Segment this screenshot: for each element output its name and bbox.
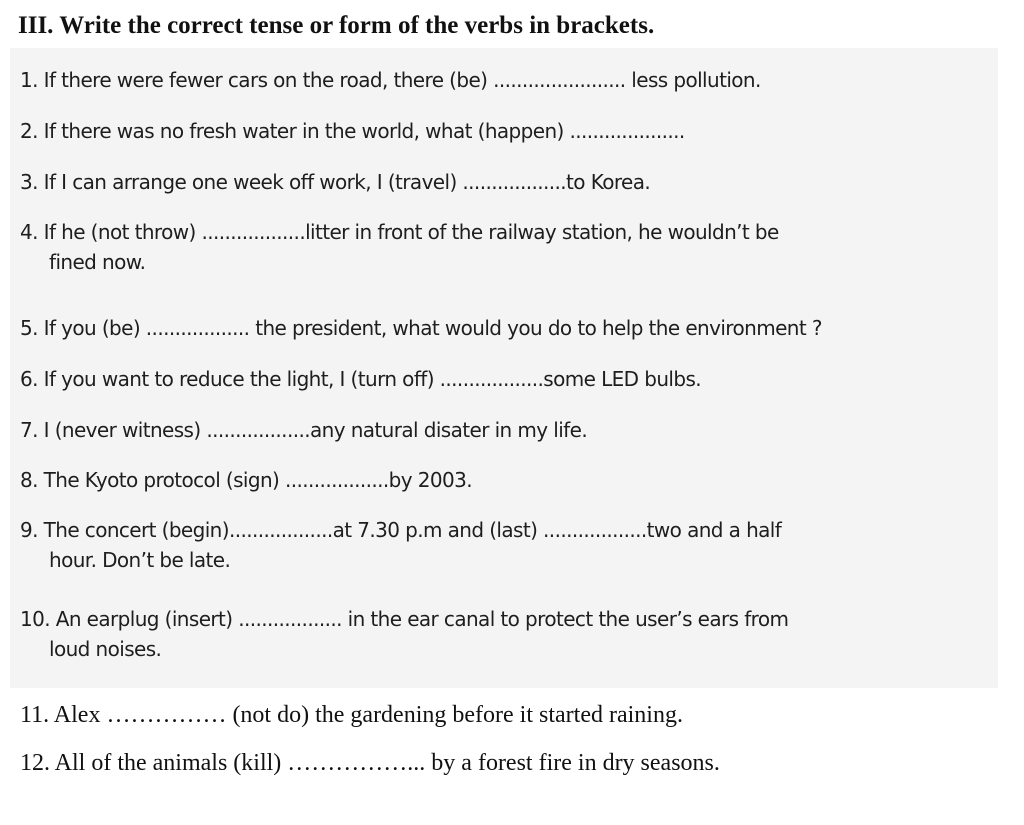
question-2 — [20, 119, 685, 143]
question-text: 10. An earplug (insert) .................. in the ear canal to protect the user’s ears from — [20, 607, 789, 631]
question-3 — [20, 170, 650, 194]
question-text-continued: loud noises. — [49, 637, 162, 661]
question-text: 12. All of the animals (kill) ……………... by a forest fire in dry seasons. — [20, 750, 720, 776]
question-text: 9. The concert (begin)..................at 7.30 p.m and (last) ..................two and a half — [20, 518, 782, 542]
question-text: 1. If there were fewer cars on the road, there (be) ....................... less pollution. — [20, 68, 761, 92]
exercise-heading: III. Write the correct tense or form of the verbs in brackets. — [18, 12, 655, 39]
question-text-continued: hour. Don’t be late. — [49, 548, 231, 572]
question-text: 8. The Kyoto protocol (sign) ..................by 2003. — [20, 468, 472, 492]
question-10 — [20, 607, 788, 661]
question-4 — [20, 220, 779, 274]
question-5 — [20, 316, 822, 340]
question-text: 7. I (never witness) ..................any natural disater in my life. — [20, 418, 588, 442]
question-12 — [20, 750, 720, 777]
question-text: 4. If he (not throw) ..................litter in front of the railway station, he wouldn’t be — [20, 220, 779, 244]
question-9 — [20, 518, 781, 572]
question-8 — [20, 468, 472, 492]
question-text: 3. If I can arrange one week off work, I (travel) ..................to Korea. — [20, 170, 651, 194]
question-text: 2. If there was no fresh water in the world, what (happen) .................... — [20, 119, 685, 143]
question-6 — [20, 367, 701, 391]
question-text: 5. If you (be) .................. the president, what would you do to help the environment ? — [20, 316, 822, 340]
question-11 — [20, 702, 683, 729]
question-text-continued: fined now. — [49, 250, 146, 274]
question-text: 6. If you want to reduce the light, I (turn off) ..................some LED bulbs. — [20, 367, 702, 391]
question-1 — [20, 68, 761, 92]
question-text: 11. Alex …………… (not do) the gardening before it started raining. — [20, 702, 683, 728]
question-7 — [20, 418, 587, 442]
